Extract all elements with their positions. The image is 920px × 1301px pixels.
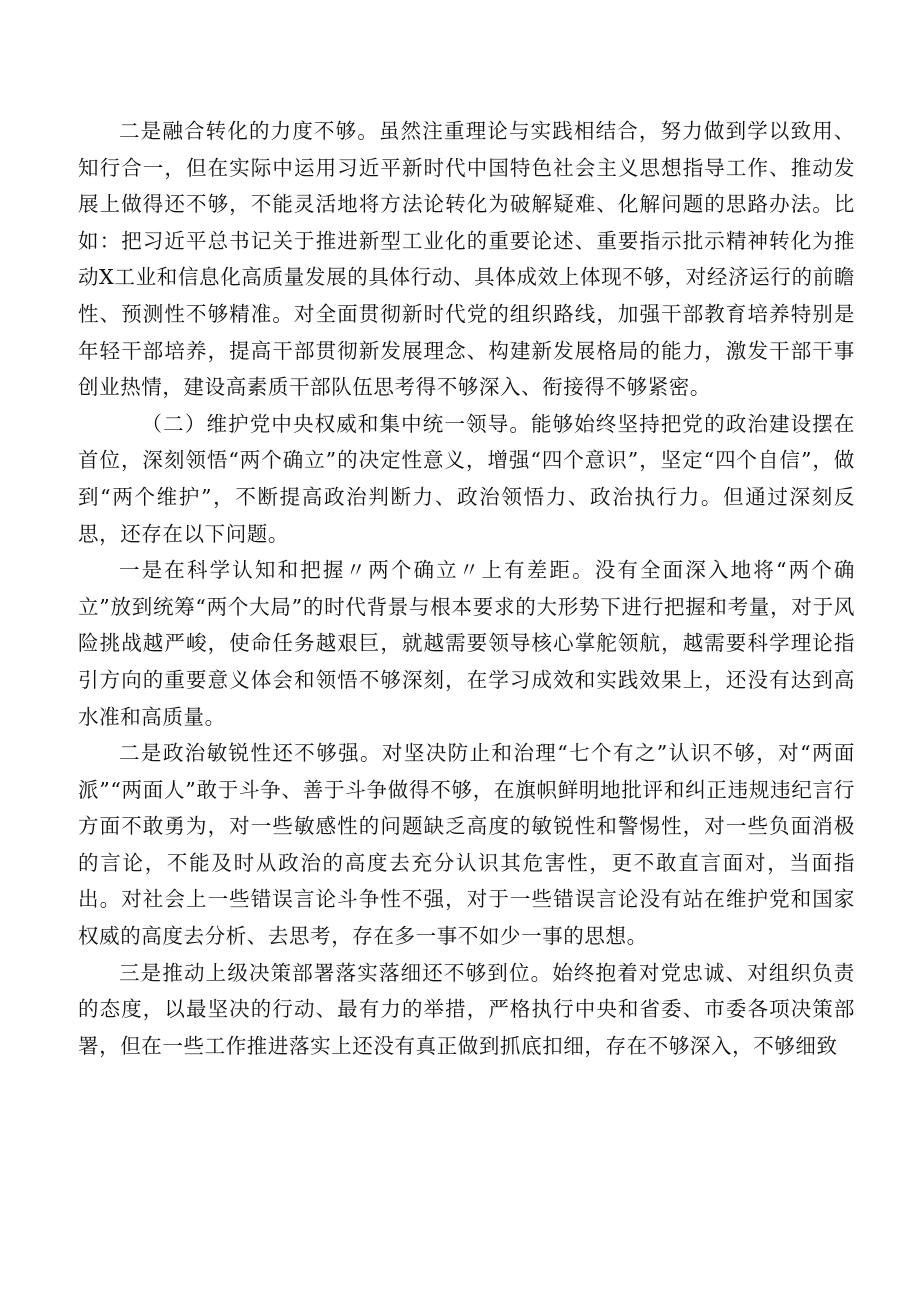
section-heading-party-authority: （二）维护党中央权威和集中统一领导。能够始终坚持把党的政治建设摆在首位，深刻领悟“两个确立”的决定性意义，增强“四个意识”，坚定“四个自信”，做到“两个维护”，不断提高政治判断力、政治领悟力、政治执行力。但通过深刻反思，还存在以下问题。 xyxy=(78,411,855,546)
paragraph-political-sensitivity: 二是政治敏锐性还不够强。对坚决防止和治理“七个有之”认识不够，对“两面派”“两面人”敢于斗争、善于斗争做得不够，在旗帜鲜明地批评和纠正违规违纪言行方面不敢勇为，对一些敏感性的问题缺乏高度的敏锐性和警惕性，对一些负面消极的言论，不能及时从政治的高度去充分认识其危害性，更不敢直言面对，当面指出。对社会上一些错误言论斗争性不强，对于一些错误言论没有站在维护党和国家权威的高度去分析、去思考，存在多一事不如少一事的思想。 xyxy=(78,741,855,949)
paragraph-two-establishments: 一是在科学认知和把握〃两个确立〃上有差距。没有全面深入地将“两个确立”放到统筹“两个大局”的时代背景与根本要求的大形势下进行把握和考量，对于风险挑战越严峻，使命任务越艰巨，就越需要领导核心掌舵领航，越需要科学理论指引方向的重要意义体会和领悟不够深刻，在学习成效和实践效果上，还没有达到高水准和高质量。 xyxy=(78,558,855,729)
document-body xyxy=(78,113,855,1064)
paragraph-integration-transformation: 二是融合转化的力度不够。虽然注重理论与实践相结合，努力做到学以致用、知行合一，但在实际中运用习近平新时代中国特色社会主义思想指导工作、推动发展上做得还不够，不能灵活地将方法论转化为破解疑难、化解问题的思路办法。比如：把习近平总书记关于推进新型工业化的重要论述、重要指示批示精神转化为推动X工业和信息化高质量发展的具体行动、具体成效上体现不够，对经济运行的前瞻性、预测性不够精准。对全面贯彻新时代党的组织路线，加强干部教育培养特别是年轻干部培养，提高干部贯彻新发展理念、构建新发展格局的能力，激发干部干事创业热情，建设高素质干部队伍思考得不够深入、衔接得不够紧密。 xyxy=(78,119,855,400)
paragraph-implementation: 三是推动上级决策部署落实落细还不够到位。始终抱着对党忠诚、对组织负责的态度，以最坚决的行动、最有力的举措，严格执行中央和省委、市委各项决策部署，但在一些工作推进落实上还没有真正做到抓底扣细，存在不够深入，不够细致 xyxy=(78,960,855,1058)
